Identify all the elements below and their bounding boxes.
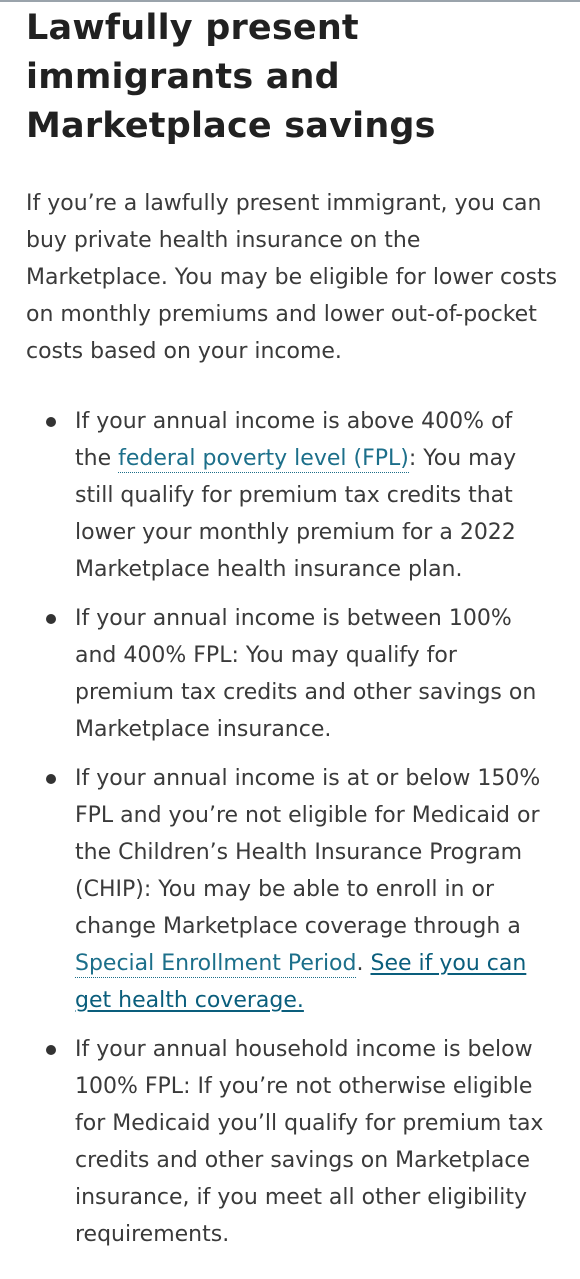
page-title (26, 0, 566, 151)
page-title-line-2: immigrants and (26, 57, 340, 97)
bullet-text: If your annual income is above 400% of the (75, 409, 513, 471)
list-item (26, 600, 555, 748)
savings-bullet-list (26, 403, 566, 1253)
page-title-line-1: Lawfully present (26, 8, 359, 48)
list-item (26, 1031, 555, 1253)
list-item (26, 403, 555, 588)
bullet-dot-icon (46, 1045, 56, 1055)
bullet-text: If your annual income is at or below 150% FPL and you’re not eligible for Medicaid or the Children’s Health Insurance Program (CHIP): You may be able to enroll in or change Marketplace coverage through a (75, 766, 541, 939)
bullet-text: If your annual income is between 100% and 400% FPL: You may qualify for premium tax credits and other savings on Marketplace insurance. (75, 606, 537, 742)
see-if-you-can-get-coverage-link[interactable]: See if you can get health coverage. (75, 951, 527, 1013)
fpl-glossary-link[interactable]: federal poverty level (FPL) (118, 446, 409, 471)
bullet-dot-icon (46, 774, 56, 784)
list-item (26, 760, 555, 1019)
bullet-dot-icon (46, 614, 56, 624)
intro-paragraph: If you’re a lawfully present immigrant, you can buy private health insurance on the Marketplace. You may be eligible for lower costs on monthly premiums and lower out-of-pocket costs based on your income. (26, 191, 558, 364)
bullet-text: If your annual household income is below 100% FPL: If you’re not otherwise eligible for Medicaid you’ll qualify for premium tax credits and other savings on Marketplace insurance, if you meet all other eligibility requirements. (75, 1037, 544, 1247)
bullet-text: . (356, 951, 371, 976)
bullet-text: : You may still qualify for premium tax credits that lower your monthly premium for a 2022 Marketplace health insurance plan. (75, 446, 517, 582)
special-enrollment-period-glossary-link[interactable]: Special Enrollment Period (75, 951, 357, 976)
article-section (26, 0, 566, 1265)
page-title-line-3: Marketplace savings (26, 106, 436, 146)
bullet-dot-icon (46, 417, 56, 427)
